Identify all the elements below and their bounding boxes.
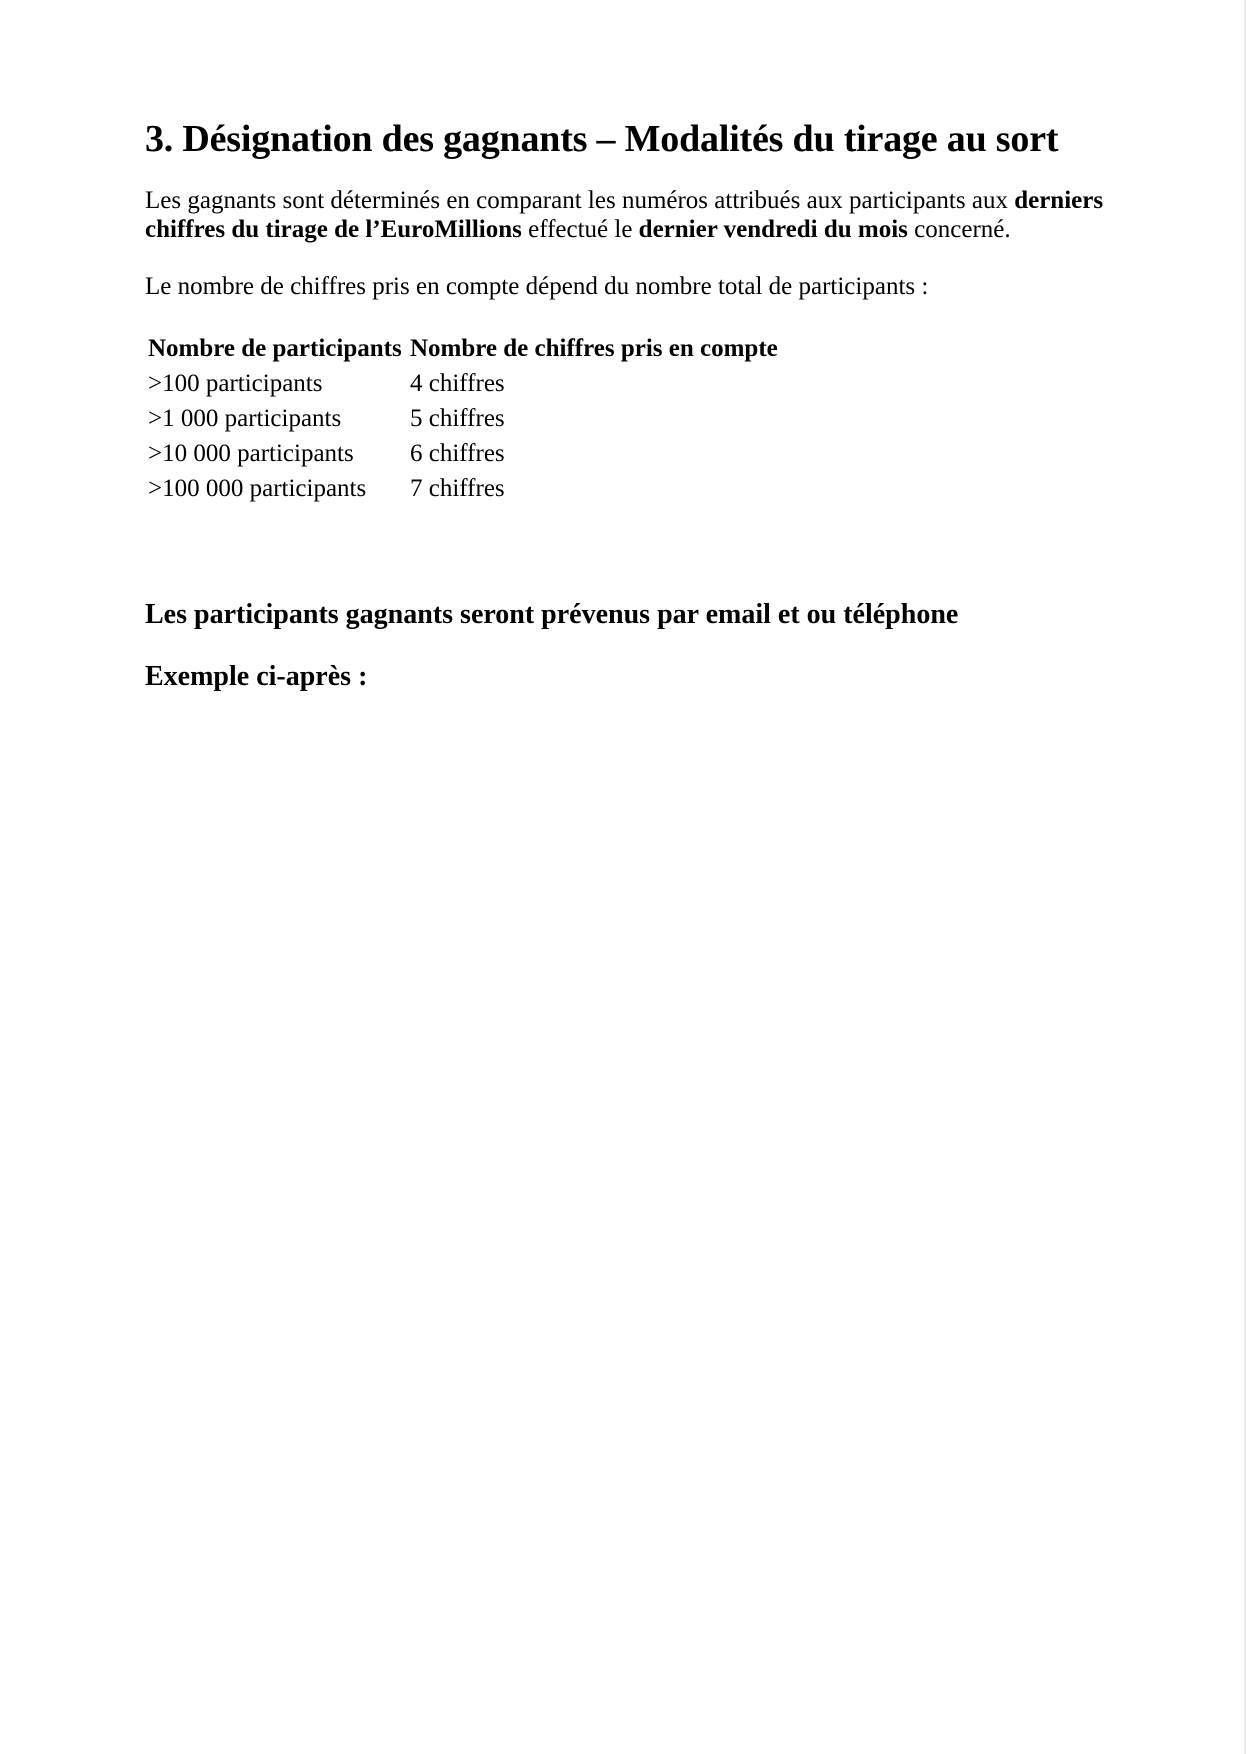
table-cell-participants: >100 000 participants xyxy=(148,474,367,502)
document-content xyxy=(145,112,1125,694)
table-cell-digits: 5 chiffres xyxy=(410,404,505,432)
table-row xyxy=(148,366,778,401)
paragraph-bold-text: derniers chiffres du tirage de l’EuroMillions xyxy=(145,187,1104,243)
digit-count-paragraph: Le nombre de chiffres pris en compte dépend du nombre total de participants : xyxy=(145,273,929,300)
table-cell-participants: >100 participants xyxy=(148,369,323,397)
table-row xyxy=(148,401,778,436)
table-cell-digits: 7 chiffres xyxy=(410,474,505,502)
digit-rules-table xyxy=(148,331,778,506)
paragraph-text: effectué le xyxy=(521,216,639,243)
table-cell-participants: >10 000 participants xyxy=(148,439,354,467)
winners-notice: Les participants gagnants seront prévenus par email et ou téléphone xyxy=(145,599,959,630)
table-cell-participants: >1 000 participants xyxy=(148,404,342,432)
table-header-row xyxy=(148,331,778,366)
paragraph-text: Les gagnants sont déterminés en comparant les numéros attribués aux participants aux xyxy=(145,187,1015,214)
winners-determination-paragraph xyxy=(145,186,1125,244)
table-cell-digits: 6 chiffres xyxy=(410,439,505,467)
table-row xyxy=(148,471,778,506)
table-row xyxy=(148,436,778,471)
table-header-participants: Nombre de participants xyxy=(148,334,402,362)
example-label: Exemple ci-après : xyxy=(145,661,368,692)
section-heading: 3. Désignation des gagnants – Modalités du tirage au sort xyxy=(145,118,1059,160)
paragraph-bold-text: dernier vendredi du mois xyxy=(638,216,908,243)
table-cell-digits: 4 chiffres xyxy=(410,369,505,397)
paragraph-text: concerné. xyxy=(907,216,1011,243)
table-header-digits: Nombre de chiffres pris en compte xyxy=(410,334,778,362)
